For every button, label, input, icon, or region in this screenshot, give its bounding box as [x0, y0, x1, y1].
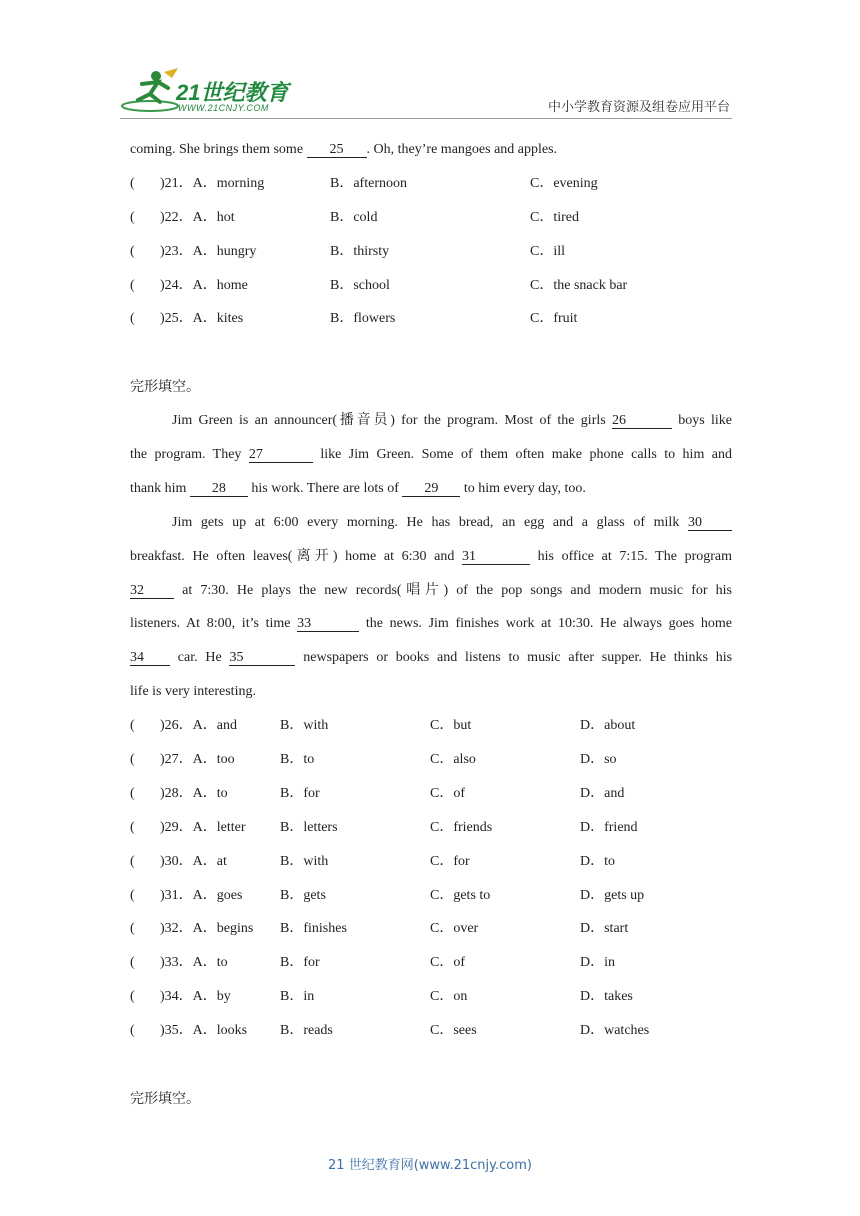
blank-28: 28: [190, 482, 248, 497]
option-c: C．over: [430, 921, 479, 937]
option-d: D．watches: [580, 1023, 650, 1039]
option-b: B．in: [280, 989, 315, 1005]
passage-line: listeners. At 8:00, it’s time 33 the news. Jim finishes work at 10:30. He always goes home: [130, 616, 733, 632]
page-footer: 21 世纪教育网(www.21cnjy.com): [328, 1158, 532, 1173]
option-paren: (: [130, 718, 135, 734]
blank-29: 29: [402, 482, 460, 497]
option-paren: (: [130, 819, 135, 835]
platform-name: 中小学教育资源及组卷应用平台: [547, 100, 730, 115]
option-c: C．friends: [430, 819, 493, 835]
option-num: )26．A．and: [160, 718, 237, 734]
question-33: [130, 949, 732, 983]
section-heading: 完形填空。: [130, 1090, 200, 1107]
blank-30: 30: [688, 516, 732, 531]
page-header: [0, 0, 860, 130]
document-body: [130, 136, 732, 1119]
option-paren: (: [130, 921, 135, 937]
question-25: ( )25．A．kites B．flowers C．fruit: [130, 311, 578, 327]
blank-26: 26: [612, 414, 672, 429]
option-num: )28．A．to: [160, 785, 228, 801]
question-list: [130, 712, 732, 1051]
question-23: ( )23．A．hungry B．thirsty C．ill: [130, 243, 566, 259]
question-34: [130, 983, 732, 1017]
blank-35: 35: [229, 651, 295, 666]
blank-25: 25: [307, 143, 367, 158]
passage-line: breakfast. He often leaves(离开) home at 6:30 and 31 his office at 7:15. The program: [130, 548, 732, 564]
option-d: D．so: [580, 752, 617, 768]
passage-line: life is very interesting.: [130, 684, 256, 700]
option-paren: (: [130, 887, 135, 903]
blank-27: 27: [249, 448, 313, 463]
option-b: B．to: [280, 752, 315, 768]
option-d: D．to: [580, 853, 615, 869]
option-d: D．takes: [580, 989, 633, 1005]
runner-logo-icon: [120, 66, 180, 116]
question-31: [130, 882, 732, 916]
option-num: )35．A．looks: [160, 1023, 248, 1039]
blank-32: 32: [130, 584, 174, 599]
option-d: D．in: [580, 955, 615, 971]
question-29: [130, 814, 732, 848]
option-num: )30．A．at: [160, 853, 227, 869]
passage-line: 32 at 7:30. He plays the new records(唱片) of the pop songs and modern music for his: [130, 582, 733, 598]
option-c: C．on: [430, 989, 468, 1005]
question-21: ( )21．A．morning B．afternoon C．evening: [130, 175, 598, 191]
question-26: [130, 712, 732, 746]
question-27: [130, 746, 732, 780]
blank-34: 34: [130, 651, 170, 666]
option-c: C．but: [430, 718, 472, 734]
option-paren: (: [130, 752, 135, 768]
option-d: D．friend: [580, 819, 638, 835]
passage-line: the program. They 27 like Jim Green. Some of them often make phone calls to him and: [130, 447, 732, 463]
option-c: C．of: [430, 785, 465, 801]
logo-url: WWW.21CNJY.COM: [178, 103, 269, 113]
option-paren: (: [130, 785, 135, 801]
logo: [120, 66, 290, 116]
blank-31: 31: [462, 550, 530, 565]
question-32: [130, 915, 732, 949]
option-b: B．gets: [280, 887, 326, 903]
option-c: C．sees: [430, 1023, 477, 1039]
option-b: B．with: [280, 718, 329, 734]
passage-tail: coming. She brings them some 25 . Oh, they’re mangoes and apples.: [130, 142, 558, 157]
option-b: B．for: [280, 955, 320, 971]
passage-line: thank him 28 his work. There are lots of 29 to him every day, too.: [130, 480, 586, 496]
option-num: )31．A．goes: [160, 887, 243, 903]
question-35: [130, 1017, 732, 1051]
option-d: D．and: [580, 785, 625, 801]
passage-line: Jim Green is an announcer(播音员) for the program. Most of the girls 26 boys like: [172, 413, 733, 429]
option-c: C．gets to: [430, 887, 491, 903]
passage-line: Jim gets up at 6:00 every morning. He has bread, an egg and a glass of milk 30: [130, 509, 732, 543]
logo-text: 21世纪教育: [176, 80, 289, 105]
question-28: [130, 780, 732, 814]
option-c: C．also: [430, 752, 476, 768]
option-num: )27．A．too: [160, 752, 235, 768]
option-d: D．start: [580, 921, 629, 937]
option-c: C．for: [430, 853, 470, 869]
option-paren: (: [130, 853, 135, 869]
section-heading: 完形填空。: [130, 379, 200, 396]
option-b: B．for: [280, 785, 320, 801]
option-b: B．letters: [280, 819, 338, 835]
header-divider: [120, 118, 732, 119]
option-paren: (: [130, 989, 135, 1005]
option-paren: (: [130, 1023, 135, 1039]
blank-33: 33: [297, 617, 359, 632]
option-paren: (: [130, 955, 135, 971]
option-b: B．with: [280, 853, 329, 869]
option-num: )34．A．by: [160, 989, 231, 1005]
question-22: ( )22．A．hot B．cold C．tired: [130, 209, 579, 225]
option-b: B．finishes: [280, 921, 347, 937]
option-num: )32．A．begins: [160, 921, 254, 937]
option-d: D．gets up: [580, 887, 645, 903]
question-24: ( )24．A．home B．school C．the snack bar: [130, 277, 628, 293]
question-30: [130, 848, 732, 882]
option-b: B．reads: [280, 1023, 333, 1039]
option-d: D．about: [580, 718, 636, 734]
option-num: )29．A．letter: [160, 819, 246, 835]
passage-line: 34 car. He 35 newspapers or books and listens to music after supper. He thinks his: [130, 650, 733, 666]
option-num: )33．A．to: [160, 955, 228, 971]
option-c: C．of: [430, 955, 465, 971]
